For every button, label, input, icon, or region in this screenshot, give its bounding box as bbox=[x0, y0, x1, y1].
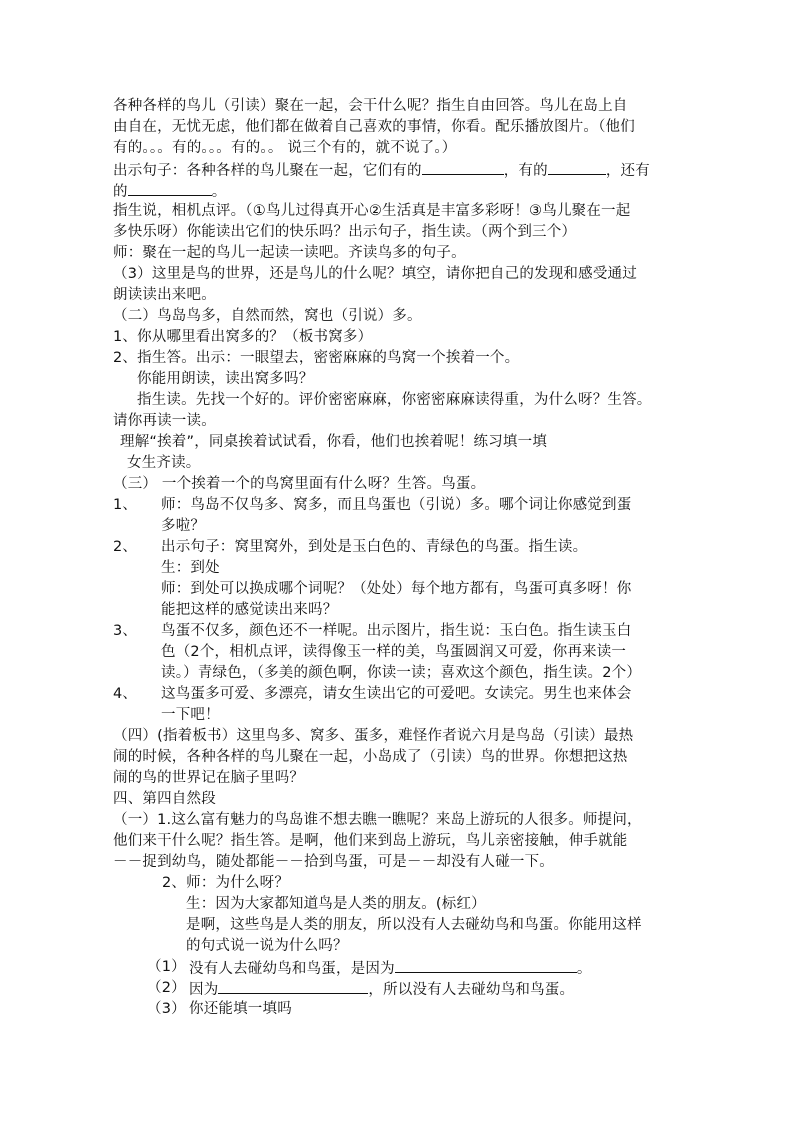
text-line: 的句式说一说为什么吗？ bbox=[186, 938, 348, 954]
text-line: （四）(指着板书）这里鸟多、窝多、蛋多，难怪作者说六月是鸟岛（引读）最热 bbox=[113, 728, 634, 744]
blank-line bbox=[128, 180, 212, 196]
section-heading: （二）鸟岛鸟多，自然而然，窝也（引说）多。 bbox=[113, 308, 422, 324]
list-item-text: 一下吧！ bbox=[161, 707, 220, 723]
text-line: 生：因为大家都知道鸟是人类的朋友。(标红） bbox=[186, 896, 486, 912]
list-item-text: 出示句子：窝里窝外，到处是玉白色的、青绿色的鸟蛋。指生读。 bbox=[161, 539, 588, 555]
text-line: 朗读读出来吧。 bbox=[113, 287, 216, 303]
text-line: 是啊，这些鸟是人类的朋友，所以没有人去碰幼鸟和鸟蛋。你能用这样 bbox=[186, 917, 642, 933]
list-item-text: 师：到处可以换成哪个词呢？（处处）每个地方都有，鸟蛋可真多呀！你 bbox=[161, 581, 632, 597]
blank-line bbox=[218, 978, 368, 994]
text-segment: 。 bbox=[576, 961, 592, 977]
list-item-text: 师：鸟岛不仅鸟多、窝多，而且鸟蛋也（引说）多。哪个词让你感觉到蛋 bbox=[161, 497, 632, 513]
list-number: （1） bbox=[147, 959, 186, 975]
text-segment: 出示句子：各种各样的鸟儿聚在一起，它们有的 bbox=[113, 163, 422, 179]
text-line: 多快乐呀）你能读出它们的快乐吗？出示句子，指生读。（两个到三个） bbox=[113, 224, 577, 240]
fill-in-sentence bbox=[113, 159, 650, 179]
text-segment: ，所以没有人去碰幼鸟和鸟蛋。 bbox=[368, 982, 575, 998]
list-item-text: 鸟蛋不仅多，颜色还不一样呢。出示图片，指生说：玉白色。指生读玉白 bbox=[161, 623, 632, 639]
fill-in-sentence bbox=[189, 978, 574, 998]
blank-line bbox=[548, 159, 606, 175]
text-segment: ，有的 bbox=[503, 163, 548, 179]
text-line: 闹的时候，各种各样的鸟儿聚在一起，小岛成了（引读）鸟的世界。你想把这热 bbox=[113, 749, 628, 765]
text-line: 有的。。。有的。。。有的。。 说三个有的，就不说了。） bbox=[113, 140, 457, 156]
blank-line bbox=[395, 957, 577, 973]
text-line: 2、指生答。出示：一眼望去，密密麻麻的鸟窝一个挨着一个。 bbox=[113, 350, 520, 366]
list-number: 1、 bbox=[113, 497, 138, 513]
text-line: 1、你从哪里看出窝多的？（板书窝多） bbox=[113, 329, 373, 345]
text-segment: 的 bbox=[113, 184, 128, 200]
text-segment: 。 bbox=[211, 184, 227, 200]
fill-in-sentence bbox=[189, 957, 592, 977]
fill-in-sentence-cont bbox=[113, 180, 226, 200]
list-number: 3、 bbox=[113, 623, 138, 639]
list-number: （2） bbox=[147, 980, 186, 996]
text-line: 指生读。先找一个好的。评价密密麻麻，你密密麻麻读得重，为什么呀？生答。 bbox=[137, 392, 652, 408]
list-item-text: 生：到处 bbox=[161, 560, 220, 576]
list-item-text: 这鸟蛋多可爱、多漂亮，请女生读出它的可爱吧。女读完。男生也来体会 bbox=[161, 686, 632, 702]
text-segment: 因为 bbox=[189, 982, 219, 998]
list-number: 2、 bbox=[113, 539, 138, 555]
text-line: 2、师：为什么呀？ bbox=[162, 875, 290, 891]
list-item-text: 读。）青绿色，（多美的颜色啊，你读一读；喜欢这个颜色，指生读。2个） bbox=[161, 665, 642, 681]
text-line: 请你再读一读。 bbox=[113, 413, 216, 429]
text-line: 女生齐读。 bbox=[127, 455, 201, 471]
text-segment: ，还有 bbox=[605, 163, 650, 179]
text-line: 各种各样的鸟儿（引读）聚在一起，会干什么呢？指生自由回答。鸟儿在岛上自 bbox=[113, 98, 628, 114]
text-segment: 没有人去碰幼鸟和鸟蛋，是因为 bbox=[189, 961, 395, 977]
list-item-text: 色（2个，相机点评，读得像玉一样的美，鸟蛋圆润又可爱，你再来读一 bbox=[161, 644, 627, 660]
text-line: 指生说，相机点评。（①鸟儿过得真开心②生活真是丰富多彩呀！③鸟儿聚在一起 bbox=[113, 203, 631, 219]
text-line: 理解“挨着”，同桌挨着试试看，你看，他们也挨着呢！练习填一填 bbox=[120, 434, 548, 450]
text-line: 你能用朗读，读出窝多吗？ bbox=[137, 371, 314, 387]
list-number: 4、 bbox=[113, 686, 138, 702]
text-line: 他们来干什么呢？指生答。是啊，他们来到岛上游玩，鸟儿亲密接触，伸手就能 bbox=[113, 833, 628, 849]
section-heading: （三） 一个挨着一个的鸟窝里面有什么呀？生答。鸟蛋。 bbox=[113, 476, 486, 492]
list-item-text: 能把这样的感觉读出来吗？ bbox=[161, 602, 338, 618]
section-heading: 四、第四自然段 bbox=[113, 791, 216, 807]
text-line: 闹的鸟的世界记在脑子里吗？ bbox=[113, 770, 305, 786]
text-line: （一）1.这么富有魅力的鸟岛谁不想去瞧一瞧呢？来岛上游玩的人很多。师提问， bbox=[113, 812, 642, 828]
text-line: 师：聚在一起的鸟儿一起读一读吧。齐读鸟多的句子。 bbox=[113, 245, 466, 261]
list-item-text: 你还能填一填吗 bbox=[189, 1001, 292, 1017]
list-number: （3） bbox=[147, 1001, 186, 1017]
list-item-text: 多啦？ bbox=[161, 518, 206, 534]
text-line: （3）这里是鸟的世界，还是鸟儿的什么呢？填空，请你把自己的发现和感受通过 bbox=[113, 266, 637, 282]
text-line: 由自在，无忧无虑，他们都在做着自己喜欢的事情，你看。配乐播放图片。（他们 bbox=[113, 119, 635, 135]
blank-line bbox=[422, 159, 504, 175]
text-line: －－捉到幼鸟，随处都能－－拾到鸟蛋，可是－－却没有人碰一下。 bbox=[113, 854, 554, 870]
